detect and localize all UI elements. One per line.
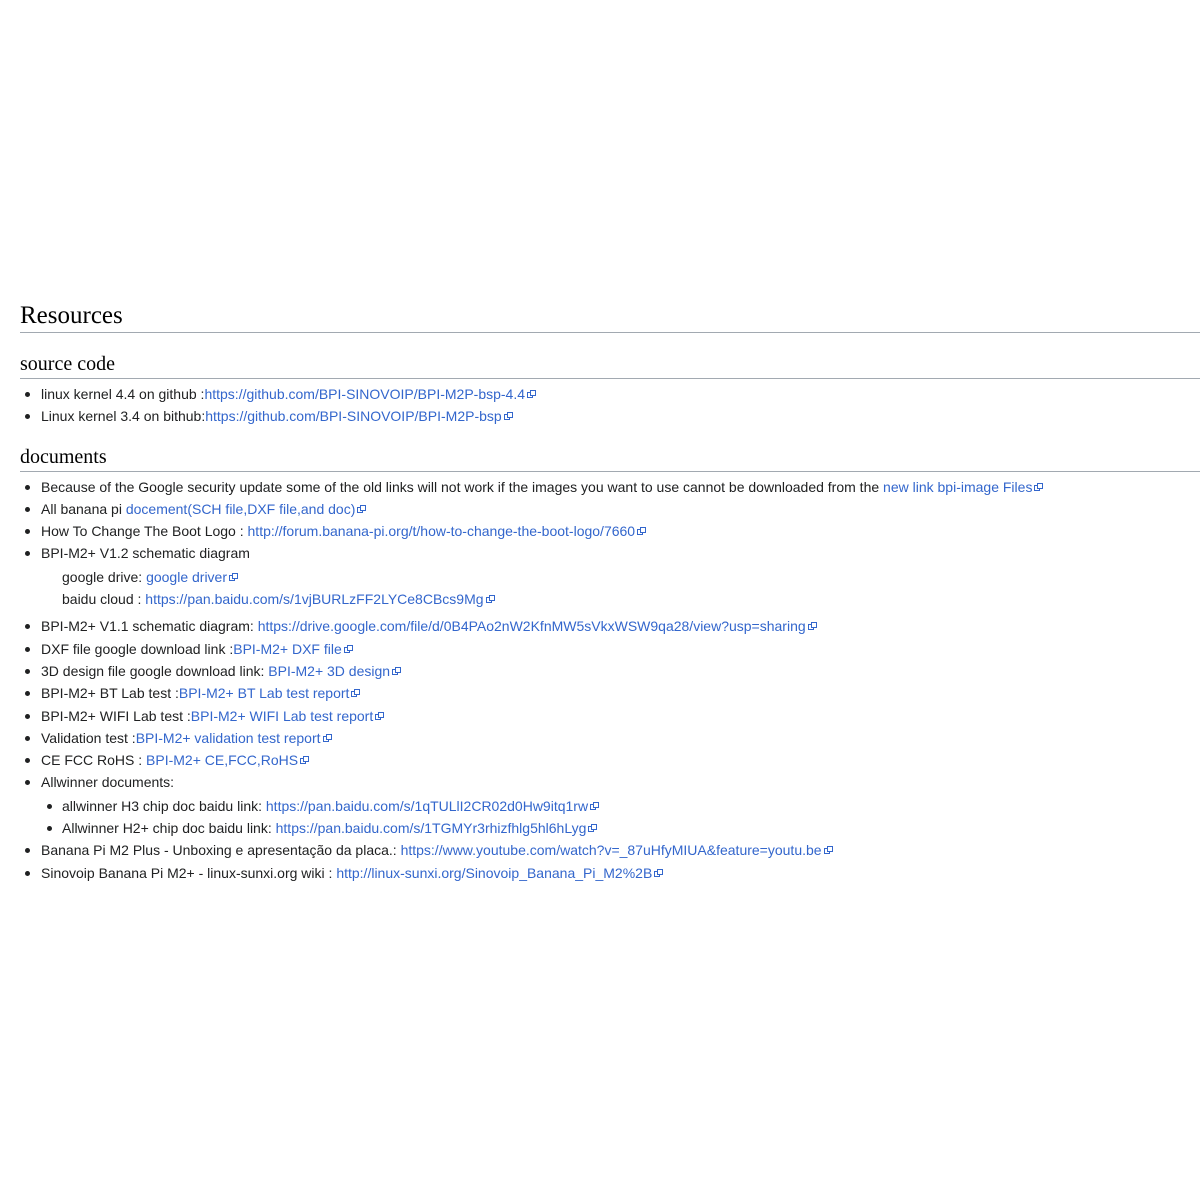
external-link-icon <box>504 412 513 421</box>
list-item: All banana pi docement(SCH file,DXF file,and doc) <box>20 498 1200 520</box>
ce-fcc-rohs-link[interactable]: BPI-M2+ CE,FCC,RoHS <box>146 752 299 769</box>
list-item: Validation test :BPI-M2+ validation test report <box>20 727 1200 749</box>
external-link-icon <box>300 756 309 765</box>
list-item: BPI-M2+ WIFI Lab test :BPI-M2+ WIFI Lab test report <box>20 705 1200 727</box>
external-link-icon <box>588 824 597 833</box>
heading-resources: Resources <box>20 300 1200 333</box>
external-link-icon <box>527 390 536 399</box>
list-item: CE FCC RoHS : BPI-M2+ CE,FCC,RoHS <box>20 749 1200 771</box>
heading-source-code: source code <box>20 351 1200 379</box>
external-link-icon <box>375 712 384 721</box>
documents-list <box>20 476 1200 884</box>
3d-design-link[interactable]: BPI-M2+ 3D design <box>268 662 391 679</box>
external-link-icon <box>1034 483 1043 492</box>
external-link-icon <box>486 595 495 604</box>
google-driver-link[interactable]: google driver <box>146 568 227 585</box>
list-item: BPI-M2+ V1.2 schematic diagram google drive: google driver baidu cloud : https://pan.baidu.com/s/1vjBURLzFF2LYCe8CBcs9Mg <box>20 542 1200 610</box>
list-item: Allwinner documents: allwinner H3 chip doc baidu link: https://pan.baidu.com/s/1qTULlI2CR02d0Hw9itq1rw Allwinner H2+ chip doc baidu link: https://pan.baidu.com/s/1TGMYr3rhizfhlg5hl6hLyg <box>20 771 1200 839</box>
github-bsp-link[interactable]: https://github.com/BPI-SINOVOIP/BPI-M2P-bsp <box>205 408 502 425</box>
list-item: How To Change The Boot Logo : http://forum.banana-pi.org/t/how-to-change-the-boot-logo/7660 <box>20 520 1200 542</box>
dxf-file-link[interactable]: BPI-M2+ DXF file <box>233 640 342 657</box>
schematic-v12-links <box>41 566 1200 611</box>
source-code-list <box>20 383 1200 428</box>
list-item: allwinner H3 chip doc baidu link: https://pan.baidu.com/s/1qTULlI2CR02d0Hw9itq1rw <box>20 795 1200 817</box>
list-item: linux kernel 4.4 on github :https://github.com/BPI-SINOVOIP/BPI-M2P-bsp-4.4 <box>20 383 1200 405</box>
external-link-icon <box>344 645 353 654</box>
wifi-test-report-link[interactable]: BPI-M2+ WIFI Lab test report <box>190 707 374 724</box>
external-link-icon <box>351 689 360 698</box>
youtube-unboxing-link[interactable]: https://www.youtube.com/watch?v=_87uHfyMIUA&feature=youtu.be <box>400 842 822 859</box>
list-item: Because of the Google security update some of the old links will not work if the images you want to use cannot be downloaded from the new link bpi-image Files <box>20 476 1200 498</box>
list-item: BPI-M2+ V1.1 schematic diagram: https://drive.google.com/file/d/0B4PAo2nW2KfnMW5sVkxWSW9qa28/view?usp=sharing <box>20 615 1200 637</box>
bpi-image-files-link[interactable]: new link bpi-image Files <box>883 478 1033 495</box>
google-drive-row: google drive: google driver <box>41 566 1200 588</box>
validation-report-link[interactable]: BPI-M2+ validation test report <box>135 729 321 746</box>
github-bsp-4.4-link[interactable]: https://github.com/BPI-SINOVOIP/BPI-M2P-bsp-4.4 <box>204 386 526 402</box>
list-item: 3D design file google download link: BPI-M2+ 3D design <box>20 660 1200 682</box>
external-link-icon <box>229 573 238 582</box>
external-link-icon <box>590 802 599 811</box>
docement-link[interactable]: docement(SCH file,DXF file,and doc) <box>125 500 356 517</box>
list-item: Banana Pi M2 Plus - Unboxing e apresentação da placa.: https://www.youtube.com/watch?v=_87uHfyMIUA&feature=youtu.be <box>20 839 1200 861</box>
list-item: Allwinner H2+ chip doc baidu link: https://pan.baidu.com/s/1TGMYr3rhizfhlg5hl6hLyg <box>20 817 1200 839</box>
external-link-icon <box>654 869 663 878</box>
schematic-v11-link[interactable]: https://drive.google.com/file/d/0B4PAo2nW2KfnMW5sVkxWSW9qa28/view?usp=sharing <box>257 618 806 635</box>
external-link-icon <box>323 734 332 743</box>
list-item: BPI-M2+ BT Lab test :BPI-M2+ BT Lab test report <box>20 682 1200 704</box>
list-item: Sinovoip Banana Pi M2+ - linux-sunxi.org wiki : http://linux-sunxi.org/Sinovoip_Banana_Pi_M2%2B <box>20 862 1200 884</box>
external-link-icon <box>357 505 366 514</box>
allwinner-sublist <box>20 795 1200 840</box>
heading-documents: documents <box>20 444 1200 472</box>
list-item: Linux kernel 3.4 on bithub:https://github.com/BPI-SINOVOIP/BPI-M2P-bsp <box>20 405 1200 427</box>
h2plus-doc-link[interactable]: https://pan.baidu.com/s/1TGMYr3rhizfhlg5hl6hLyg <box>275 820 587 837</box>
list-item: DXF file google download link :BPI-M2+ DXF file <box>20 638 1200 660</box>
h3-doc-link[interactable]: https://pan.baidu.com/s/1qTULlI2CR02d0Hw9itq1rw <box>265 797 589 814</box>
article-content <box>20 300 1200 884</box>
baidu-cloud-link[interactable]: https://pan.baidu.com/s/1vjBURLzFF2LYCe8CBcs9Mg <box>145 591 484 608</box>
external-link-icon <box>392 667 401 676</box>
external-link-icon <box>808 622 817 631</box>
linux-sunxi-link[interactable]: http://linux-sunxi.org/Sinovoip_Banana_Pi_M2%2B <box>336 864 653 881</box>
external-link-icon <box>637 527 646 536</box>
external-link-icon <box>824 846 833 855</box>
baidu-cloud-row: baidu cloud : https://pan.baidu.com/s/1vjBURLzFF2LYCe8CBcs9Mg <box>41 588 1200 610</box>
boot-logo-link[interactable]: http://forum.banana-pi.org/t/how-to-change-the-boot-logo/7660 <box>247 523 636 540</box>
bt-test-report-link[interactable]: BPI-M2+ BT Lab test report <box>178 685 350 702</box>
